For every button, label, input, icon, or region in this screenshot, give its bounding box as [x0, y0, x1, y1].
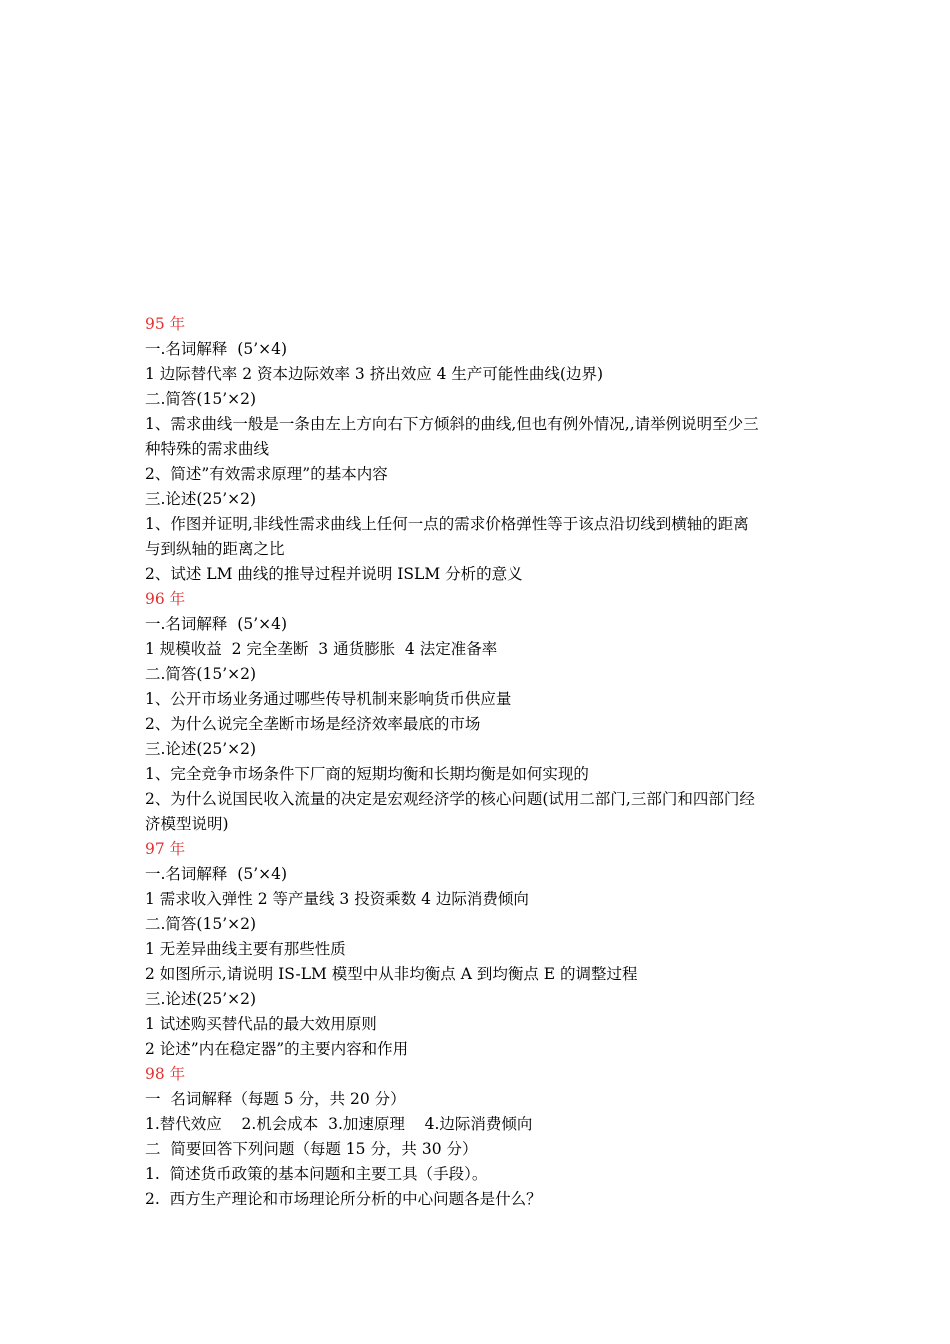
question-line: 1 边际替代率 2 资本边际效率 3 挤出效应 4 生产可能性曲线(边界) — [145, 365, 604, 383]
question-line: 1 需求收入弹性 2 等产量线 3 投资乘数 4 边际消费倾向 — [145, 890, 529, 908]
question-line: 1、完全竞争市场条件下厂商的短期均衡和长期均衡是如何实现的 — [145, 765, 589, 783]
section-heading: 三.论述(25’×2) — [145, 490, 257, 508]
year-heading: 97 年 — [145, 840, 186, 858]
question-line: 2、简述”有效需求原理”的基本内容 — [145, 465, 388, 483]
section-heading: 三.论述(25’×2) — [145, 740, 257, 758]
year-heading: 95 年 — [145, 315, 186, 333]
document-body — [145, 312, 815, 1212]
question-line: 2. 西方生产理论和市场理论所分析的中心问题各是什么？ — [145, 1190, 542, 1208]
section-heading: 二 简要回答下列问题（每题 15 分，共 30 分） — [145, 1140, 478, 1158]
question-line: 2 如图所示,请说明 IS-LM 模型中从非均衡点 A 到均衡点 E 的调整过程 — [145, 965, 638, 983]
section-heading: 二.简答(15’×2) — [145, 915, 257, 933]
question-line: 1 无差异曲线主要有那些性质 — [145, 940, 346, 958]
question-line: 种特殊的需求曲线 — [145, 440, 270, 458]
question-line: 1 规模收益 2 完全垄断 3 通货膨胀 4 法定准备率 — [145, 640, 498, 658]
question-line: 1、作图并证明,非线性需求曲线上任何一点的需求价格弹性等于该点沿切线到横轴的距离 — [145, 515, 749, 533]
question-line: 济模型说明) — [145, 815, 229, 833]
question-line: 1 试述购买替代品的最大效用原则 — [145, 1015, 377, 1033]
section-heading: 一.名词解释 (5’×4) — [145, 865, 288, 883]
section-heading: 一.名词解释 (5’×4) — [145, 615, 288, 633]
section-heading: 一.名词解释 (5’×4) — [145, 340, 288, 358]
section-heading: 一 名词解释（每题 5 分，共 20 分） — [145, 1090, 406, 1108]
section-95 — [145, 312, 815, 587]
section-heading: 三.论述(25’×2) — [145, 990, 257, 1008]
section-96 — [145, 587, 815, 837]
question-line: 2、为什么说国民收入流量的决定是宏观经济学的核心问题(试用二部门,三部门和四部门经 — [145, 790, 755, 808]
section-98 — [145, 1062, 815, 1212]
section-97 — [145, 837, 815, 1062]
question-line: 2 论述”内在稳定器”的主要内容和作用 — [145, 1040, 409, 1058]
section-heading: 二.简答(15’×2) — [145, 390, 257, 408]
question-line: 2、试述 LM 曲线的推导过程并说明 ISLM 分析的意义 — [145, 565, 523, 583]
question-line: 与到纵轴的距离之比 — [145, 540, 285, 558]
question-line: 1、公开市场业务通过哪些传导机制来影响货币供应量 — [145, 690, 512, 708]
year-heading: 96 年 — [145, 590, 186, 608]
question-line: 1.替代效应 2.机会成本 3.加速原理 4.边际消费倾向 — [145, 1115, 533, 1133]
question-line: 2、为什么说完全垄断市场是经济效率最底的市场 — [145, 715, 481, 733]
question-line: 1. 简述货币政策的基本问题和主要工具（手段）。 — [145, 1165, 488, 1183]
question-line: 1、需求曲线一般是一条由左上方向右下方倾斜的曲线,但也有例外情况,,请举例说明至少三 — [145, 415, 759, 433]
year-heading: 98 年 — [145, 1065, 186, 1083]
section-heading: 二.简答(15’×2) — [145, 665, 257, 683]
